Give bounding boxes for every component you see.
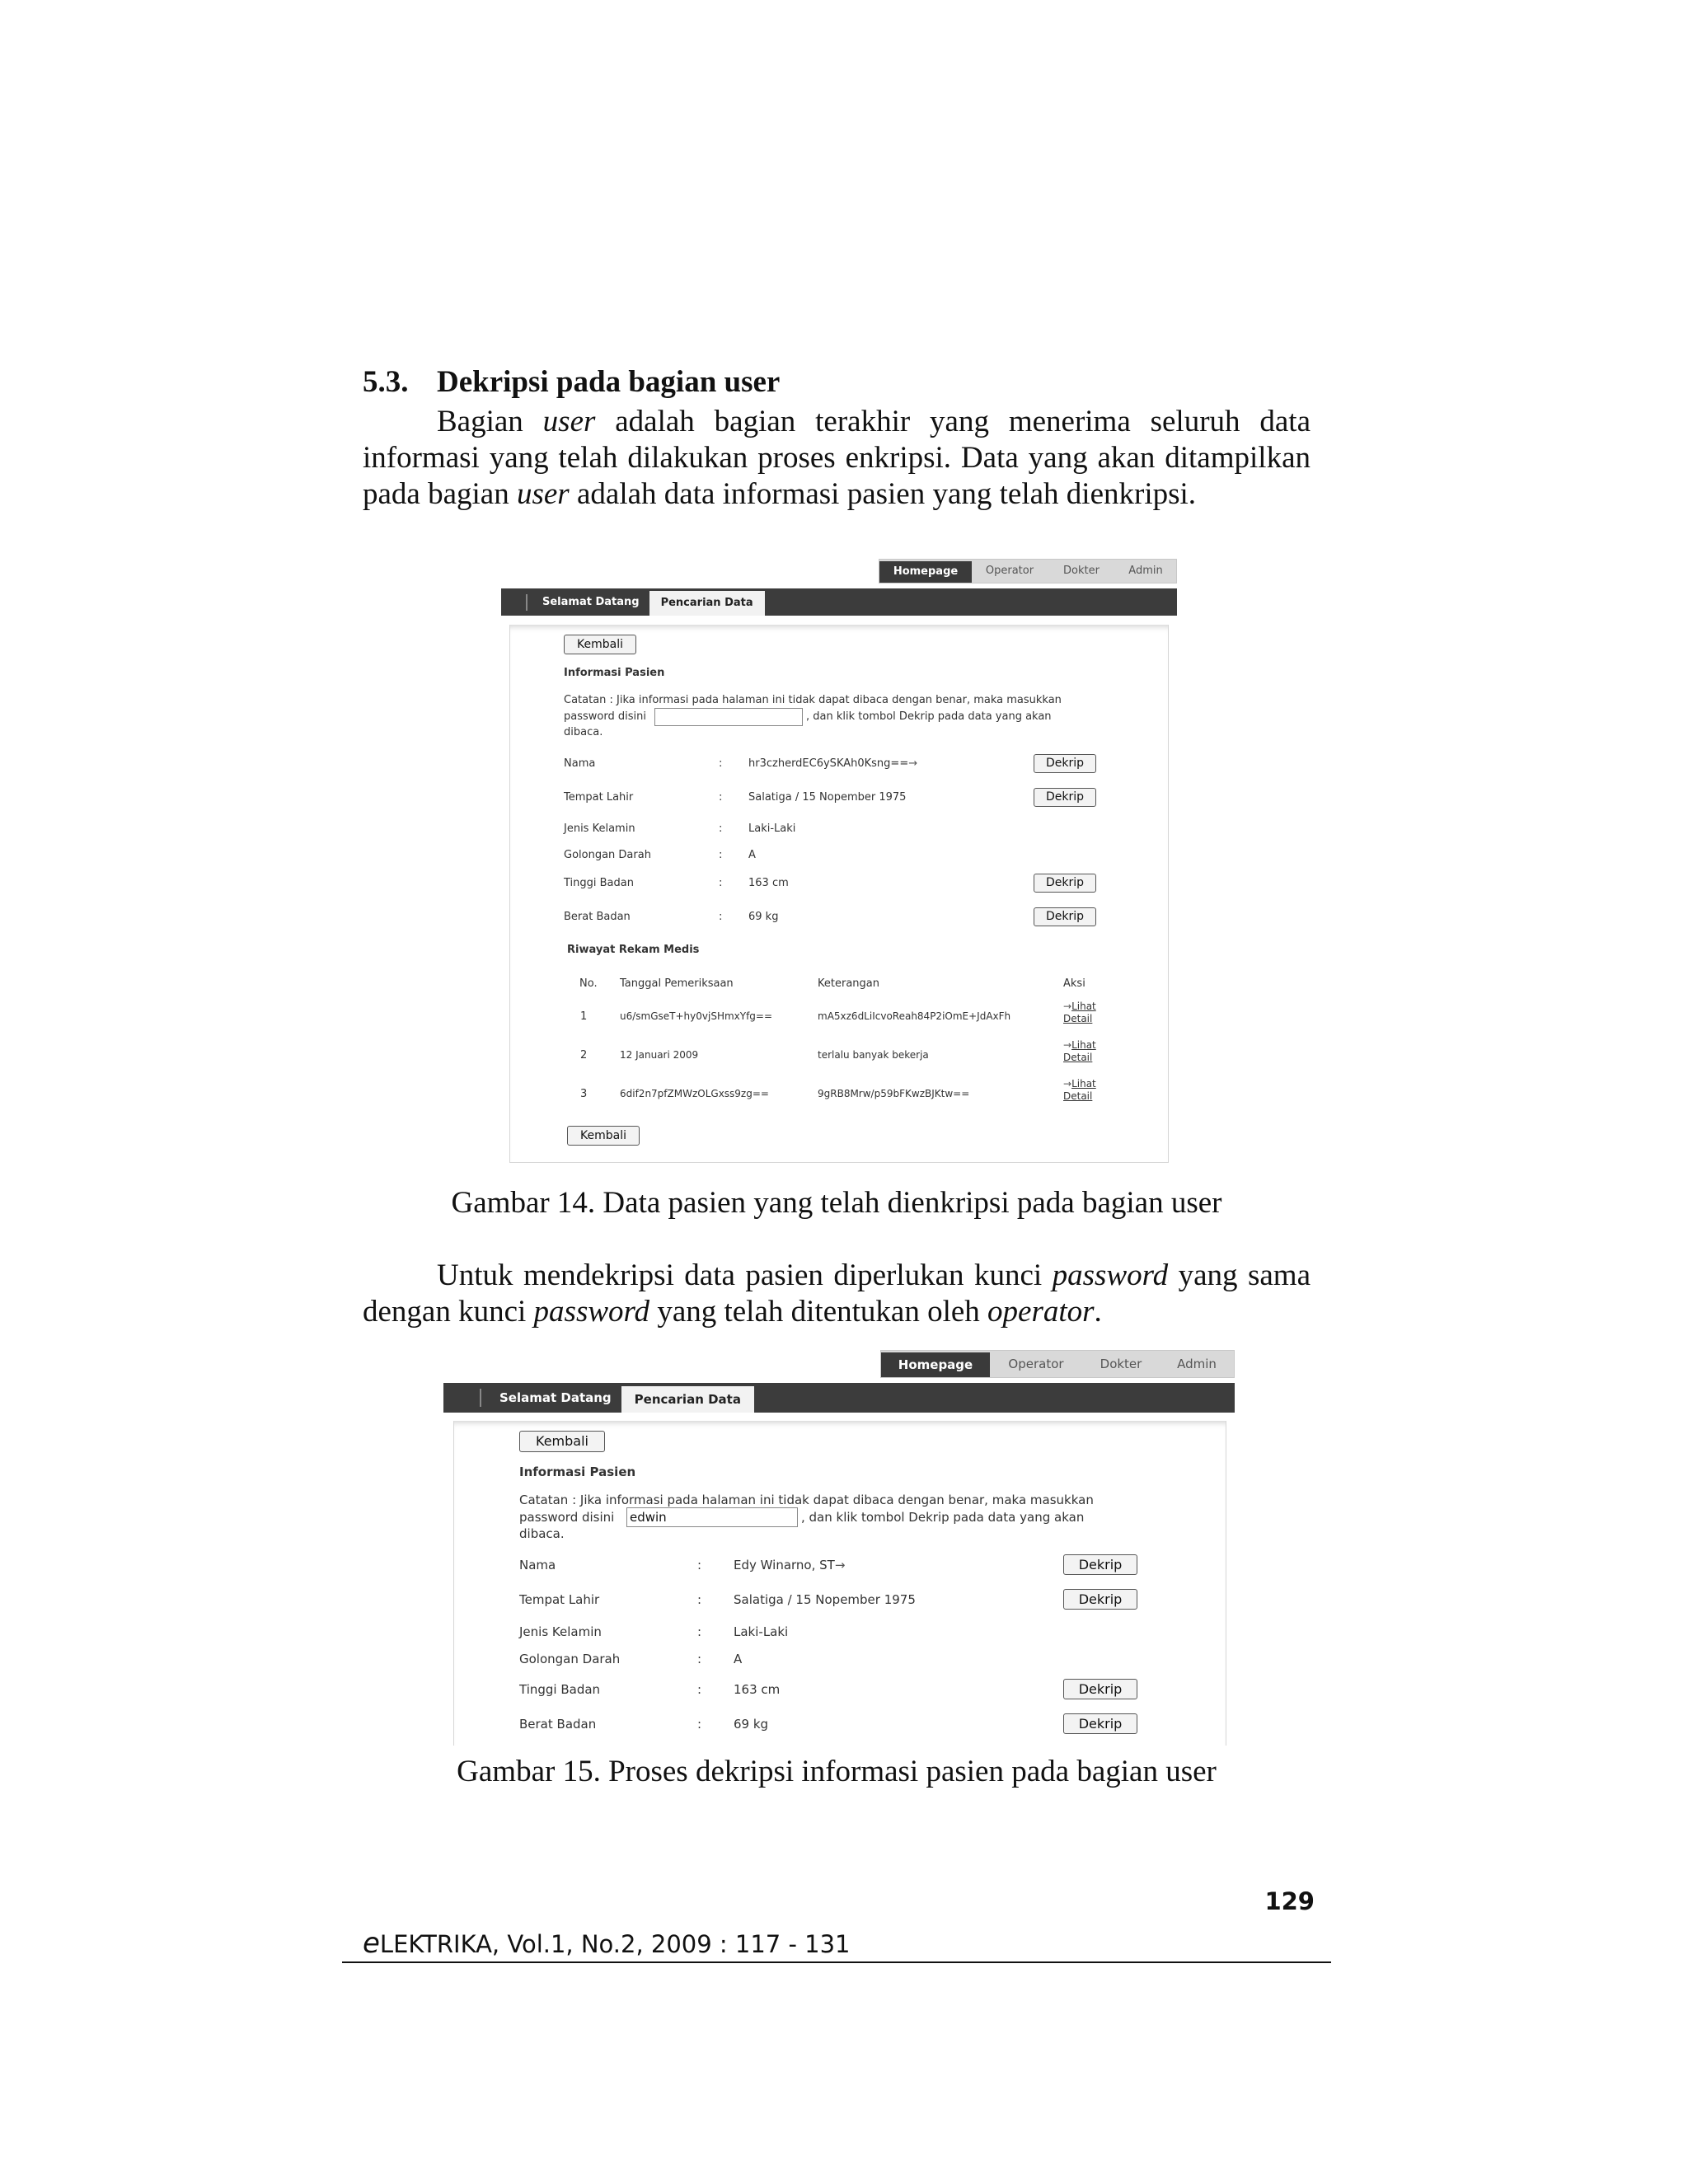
info-title: Informasi Pasien xyxy=(564,667,665,679)
link-text[interactable]: Detail xyxy=(1063,1090,1093,1102)
field-value-tinggi-badan: 163 cm xyxy=(734,1682,781,1697)
history-header-note: Keterangan xyxy=(818,977,879,990)
text-run-italic: password xyxy=(1052,1258,1169,1292)
field-value-golongan-darah: A xyxy=(748,849,756,861)
top-nav xyxy=(880,1350,1235,1378)
field-label-nama: Nama xyxy=(519,1558,556,1572)
field-sep: : xyxy=(719,757,723,770)
history-header-no: No. xyxy=(579,977,598,990)
tab-bar xyxy=(443,1383,1235,1413)
table-row-no: 3 xyxy=(580,1088,588,1100)
password-input[interactable] xyxy=(654,708,803,726)
tab-divider xyxy=(526,594,528,611)
tab-selamat-datang[interactable]: Selamat Datang xyxy=(499,1390,612,1405)
link-text[interactable]: Detail xyxy=(1063,1052,1093,1063)
note-line-3: dibaca. xyxy=(519,1526,565,1541)
password-input[interactable]: edwin xyxy=(626,1507,798,1527)
table-row-date: 12 Januari 2009 xyxy=(620,1049,699,1061)
field-value-nama xyxy=(748,757,917,770)
field-value-golongan-darah: A xyxy=(734,1652,743,1666)
nav-operator[interactable]: Operator xyxy=(1008,1357,1064,1371)
detail-link[interactable] xyxy=(1063,1039,1096,1064)
field-label-golongan-darah: Golongan Darah xyxy=(519,1652,621,1666)
field-label-tinggi-badan: Tinggi Badan xyxy=(564,877,634,889)
note-line-2: , dan klik tombol Dekrip pada data yang akan xyxy=(801,1510,1085,1525)
dekrip-button-nama[interactable]: Dekrip xyxy=(1034,754,1096,773)
field-sep: : xyxy=(697,1558,702,1572)
dekrip-button-berat-badan[interactable]: Dekrip xyxy=(1034,907,1096,926)
dekrip-button-berat-badan[interactable]: Dekrip xyxy=(1063,1713,1137,1734)
text-run-italic: user xyxy=(516,477,570,511)
table-row-note: terlalu banyak bekerja xyxy=(818,1049,929,1061)
nav-homepage[interactable]: Homepage xyxy=(879,561,972,583)
paragraph-1 xyxy=(363,404,1311,513)
field-label-nama: Nama xyxy=(564,757,596,770)
table-row-note: mA5xz6dLiIcvoReah84P2iOmE+JdAxFh xyxy=(818,1010,1011,1022)
field-label-tempat-lahir: Tempat Lahir xyxy=(519,1592,600,1607)
nav-admin[interactable]: Admin xyxy=(1177,1357,1217,1371)
table-row-no: 1 xyxy=(580,1010,588,1023)
link-text[interactable]: Lihat xyxy=(1071,1001,1096,1012)
field-label-jenis-kelamin: Jenis Kelamin xyxy=(519,1624,602,1639)
text-run-italic: user xyxy=(542,405,596,438)
figure-2-screenshot xyxy=(443,1350,1235,1746)
field-sep: : xyxy=(719,849,723,861)
value-text: hr3czherdEC6ySKAh0Ksng== xyxy=(748,757,909,770)
figure-2-caption: Gambar 15. Proses dekripsi informasi pasien pada bagian user xyxy=(457,1755,1217,1788)
note-line-3: dibaca. xyxy=(564,726,603,738)
field-value-berat-badan: 69 kg xyxy=(748,911,779,923)
dekrip-button-tinggi-badan[interactable]: Dekrip xyxy=(1063,1679,1137,1699)
tab-pencarian-data[interactable]: Pencarian Data xyxy=(621,1386,754,1413)
field-value-tempat-lahir: Salatiga / 15 Nopember 1975 xyxy=(734,1592,916,1607)
field-label-golongan-darah: Golongan Darah xyxy=(564,849,651,861)
paragraph-2 xyxy=(363,1258,1311,1330)
note-line-2: , dan klik tombol Dekrip pada data yang akan xyxy=(806,710,1052,723)
nav-dokter[interactable]: Dokter xyxy=(1063,565,1100,577)
note-password-label: password disini xyxy=(519,1510,615,1525)
dekrip-button-tempat-lahir[interactable]: Dekrip xyxy=(1034,788,1096,807)
field-label-tinggi-badan: Tinggi Badan xyxy=(519,1682,601,1697)
figure-1-screenshot xyxy=(501,559,1177,1169)
nav-dokter[interactable]: Dokter xyxy=(1100,1357,1142,1371)
footer-rule xyxy=(342,1961,1331,1963)
text-run: adalah bagian terakhir yang menerima seluruh data informasi yang telah dilakukan proses enkripsi. Data yang akan ditampilkan pada bagian xyxy=(363,405,1311,511)
field-value-nama xyxy=(734,1558,845,1572)
field-sep: : xyxy=(719,791,723,804)
field-label-berat-badan: Berat Badan xyxy=(564,911,631,923)
table-row-note: 9gRB8Mrw/p59bFKwzBJKtw== xyxy=(818,1088,970,1099)
value-text: Edy Winarno, ST xyxy=(734,1558,835,1572)
journal-e: e xyxy=(363,1927,380,1960)
tab-divider xyxy=(480,1389,481,1407)
field-sep: : xyxy=(697,1624,702,1639)
dekrip-button-tempat-lahir[interactable]: Dekrip xyxy=(1063,1589,1137,1610)
info-title: Informasi Pasien xyxy=(519,1465,636,1479)
field-value-tinggi-badan: 163 cm xyxy=(748,877,789,889)
text-run: Bagian xyxy=(437,405,543,438)
table-row-no: 2 xyxy=(580,1049,588,1062)
history-title: Riwayat Rekam Medis xyxy=(567,944,700,956)
link-text[interactable]: Lihat xyxy=(1071,1039,1096,1051)
field-sep: : xyxy=(697,1717,702,1732)
table-row-date: 6dif2n7pfZMWzOLGxss9zg== xyxy=(620,1088,769,1099)
text-run: Untuk mendekripsi data pasien diperlukan kunci xyxy=(437,1258,1053,1292)
field-label-jenis-kelamin: Jenis Kelamin xyxy=(564,823,635,835)
note-line-1: Catatan : Jika informasi pada halaman ini tidak dapat dibaca dengan benar, maka masukkan xyxy=(519,1493,1094,1507)
arrow-icon: → xyxy=(1063,1039,1072,1051)
field-label-tempat-lahir: Tempat Lahir xyxy=(564,791,634,804)
back-button[interactable]: Kembali xyxy=(564,635,636,654)
field-sep: : xyxy=(697,1592,702,1607)
link-text[interactable]: Lihat xyxy=(1071,1078,1096,1090)
section-heading xyxy=(363,364,1311,401)
field-sep: : xyxy=(719,877,723,889)
field-value-jenis-kelamin: Laki-Laki xyxy=(734,1624,789,1639)
field-sep: : xyxy=(719,823,723,835)
journal-text: LEKTRIKA, Vol.1, No.2, 2009 : 117 - 131 xyxy=(379,1930,851,1958)
back-button-bottom[interactable]: Kembali xyxy=(567,1126,640,1146)
page-number: 129 xyxy=(1264,1887,1315,1915)
field-value-tempat-lahir: Salatiga / 15 Nopember 1975 xyxy=(748,791,907,804)
text-run: adalah data informasi pasien yang telah dienkripsi. xyxy=(569,477,1197,511)
arrow-icon: → xyxy=(1063,1078,1072,1090)
note-line-1: Catatan : Jika informasi pada halaman ini tidak dapat dibaca dengan benar, maka masukkan xyxy=(564,694,1062,706)
text-run: yang sama dengan kunci xyxy=(363,1258,1311,1329)
dekrip-button-tinggi-badan[interactable]: Dekrip xyxy=(1034,874,1096,893)
figure-1-caption: Gambar 14. Data pasien yang telah dienkripsi pada bagian user xyxy=(451,1186,1222,1220)
detail-link[interactable] xyxy=(1063,1078,1096,1103)
history-header-date: Tanggal Pemeriksaan xyxy=(620,977,734,990)
history-header-action: Aksi xyxy=(1063,977,1085,990)
tab-pencarian-data[interactable]: Pencarian Data xyxy=(649,591,765,616)
tab-selamat-datang[interactable]: Selamat Datang xyxy=(542,596,640,608)
nav-homepage[interactable]: Homepage xyxy=(881,1352,990,1377)
text-run-italic: password xyxy=(533,1295,650,1329)
section-title: Dekripsi pada bagian user xyxy=(437,365,781,399)
text-run: yang telah ditentukan oleh xyxy=(649,1295,988,1329)
field-value-berat-badan: 69 kg xyxy=(734,1717,769,1732)
top-nav xyxy=(879,559,1177,583)
back-button[interactable]: Kembali xyxy=(519,1431,605,1452)
field-sep: : xyxy=(697,1682,702,1697)
journal-citation xyxy=(363,1927,851,1960)
field-value-jenis-kelamin: Laki-Laki xyxy=(748,823,796,835)
arrow-icon: → xyxy=(908,757,918,770)
table-row-date: u6/smGseT+hy0vjSHmxYfg== xyxy=(620,1010,773,1022)
text-run-italic: operator xyxy=(987,1295,1095,1329)
link-text[interactable]: Detail xyxy=(1063,1013,1093,1024)
tab-bar xyxy=(501,588,1177,616)
nav-operator[interactable]: Operator xyxy=(985,565,1034,577)
arrow-icon: → xyxy=(1063,1001,1072,1012)
nav-admin[interactable]: Admin xyxy=(1128,565,1163,577)
section-number: 5.3. xyxy=(363,365,409,399)
field-label-berat-badan: Berat Badan xyxy=(519,1717,597,1732)
note-password-label: password disini xyxy=(564,710,646,723)
text-run: . xyxy=(1094,1295,1102,1329)
field-sep: : xyxy=(697,1652,702,1666)
field-sep: : xyxy=(719,911,723,923)
arrow-icon: → xyxy=(834,1558,846,1572)
dekrip-button-nama[interactable]: Dekrip xyxy=(1063,1554,1137,1575)
detail-link[interactable] xyxy=(1063,1001,1096,1025)
